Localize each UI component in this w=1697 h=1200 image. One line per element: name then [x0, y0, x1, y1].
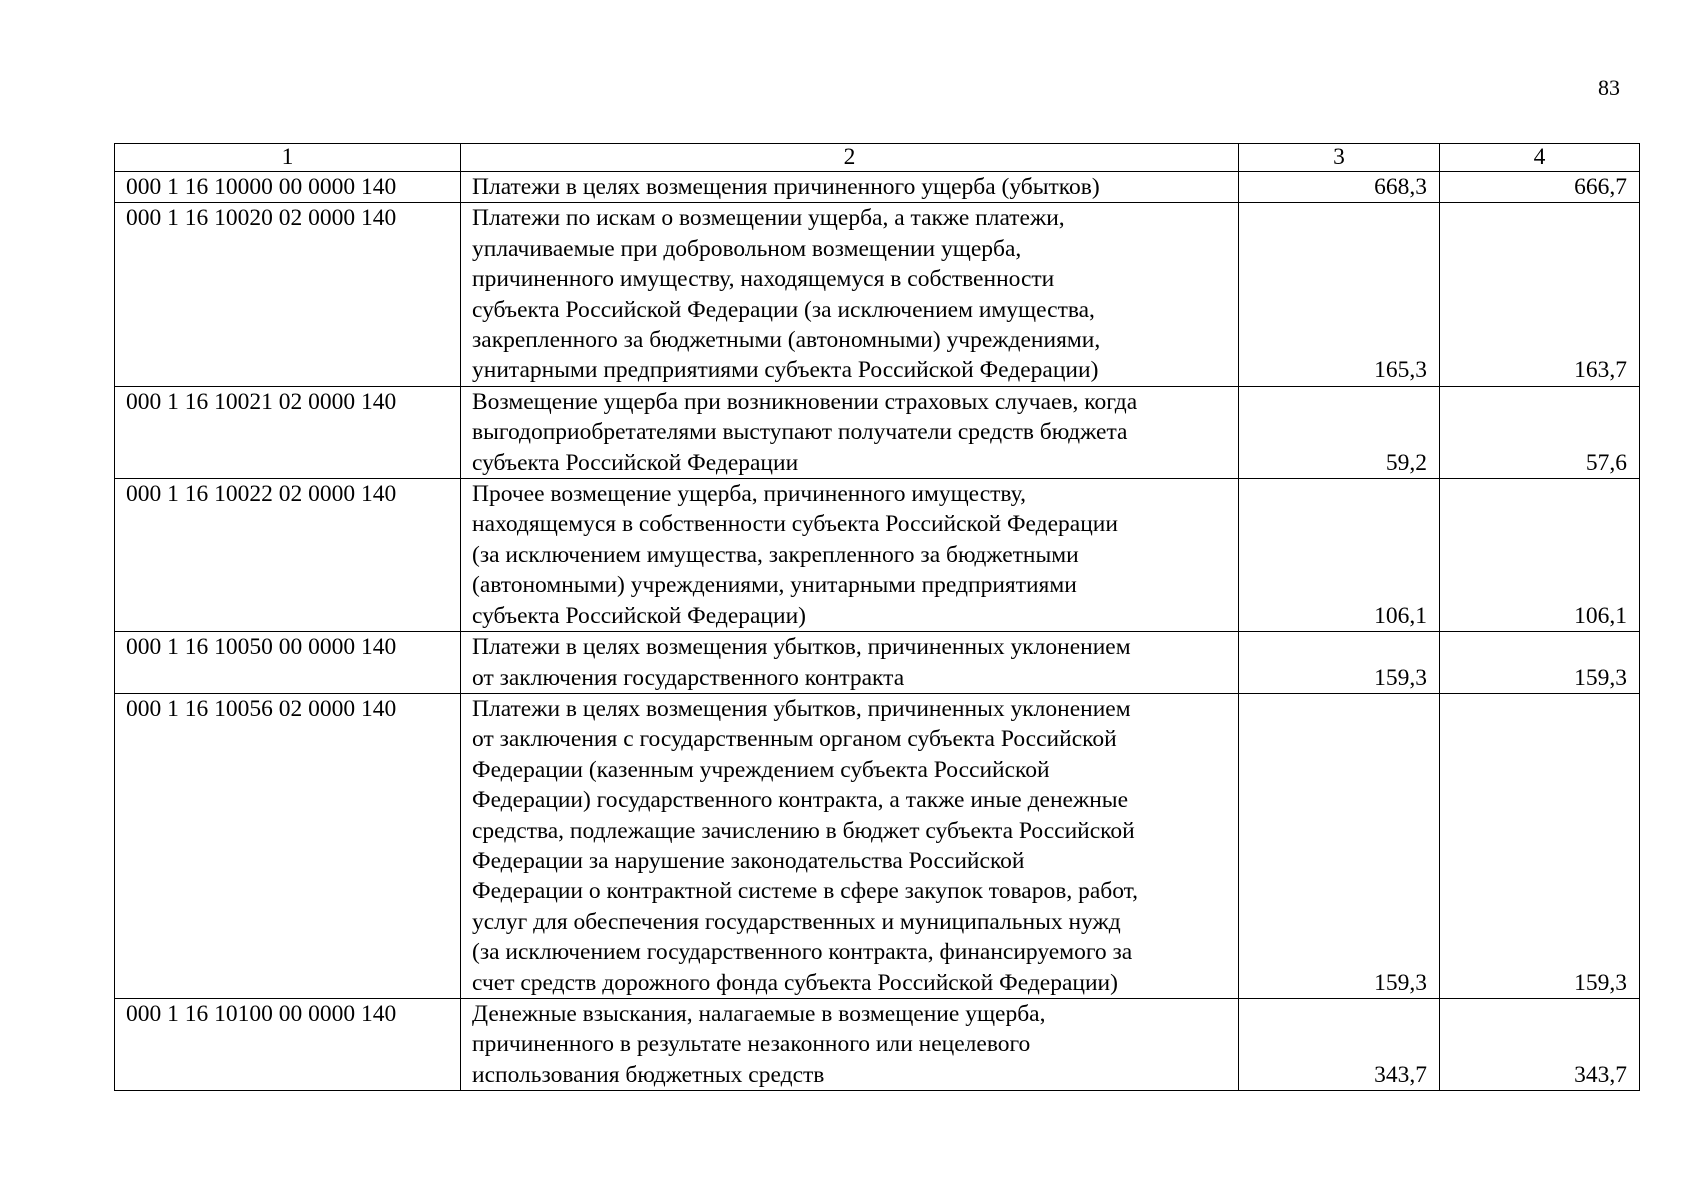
revenue-description [461, 479, 1239, 632]
description-line: уплачиваемые при добровольном возмещении ущерба, [472, 235, 1022, 262]
revenue-code: 000 1 16 10000 00 0000 140 [115, 172, 461, 203]
table-row [115, 693, 1640, 998]
description-line: услуг для обеспечения государственных и муниципальных нужд [472, 908, 1121, 935]
table-row [115, 632, 1640, 694]
description-line: Платежи по искам о возмещении ущерба, а также платежи, [472, 205, 1065, 232]
description-line: Федерации за нарушение законодательства Российской [472, 847, 1025, 874]
amount-col4: 163,7 [1440, 203, 1640, 386]
description-line: средства, подлежащие зачислению в бюджет субъекта Российской [472, 817, 1135, 844]
description-line: Федерации (казенным учреждением субъекта Российской [472, 756, 1050, 783]
amount-col3: 159,3 [1239, 693, 1440, 998]
description-line: использования бюджетных средств [472, 1061, 825, 1088]
amount-col4: 159,3 [1440, 693, 1640, 998]
amount-col3: 343,7 [1239, 998, 1440, 1090]
description-line: субъекта Российской Федерации (за исключением имущества, [472, 296, 1095, 323]
amount-col4: 343,7 [1440, 998, 1640, 1090]
amount-col3: 668,3 [1239, 172, 1440, 203]
amount-col3: 159,3 [1239, 632, 1440, 694]
description-line: выгодоприобретателями выступают получатели средств бюджета [472, 419, 1128, 446]
description-line: (за исключением имущества, закрепленного за бюджетными [472, 541, 1079, 568]
revenue-code: 000 1 16 10022 02 0000 140 [115, 479, 461, 632]
column-header-2: 2 [461, 144, 1239, 172]
revenue-code: 000 1 16 10050 00 0000 140 [115, 632, 461, 694]
table-row [115, 386, 1640, 478]
revenue-description [461, 998, 1239, 1090]
revenue-description [461, 693, 1239, 998]
description-line: причиненного в результате незаконного или нецелевого [472, 1031, 1031, 1058]
revenue-description [461, 203, 1239, 386]
amount-col4: 57,6 [1440, 386, 1640, 478]
amount-col4: 106,1 [1440, 479, 1640, 632]
description-line: субъекта Российской Федерации) [472, 602, 806, 629]
description-line: Платежи в целях возмещения убытков, причиненных уклонением [472, 634, 1131, 661]
amount-col3: 106,1 [1239, 479, 1440, 632]
amount-col3: 165,3 [1239, 203, 1440, 386]
description-line: Прочее возмещение ущерба, причиненного имуществу, [472, 481, 1026, 508]
amount-col4: 666,7 [1440, 172, 1640, 203]
description-line: счет средств дорожного фонда субъекта Российской Федерации) [472, 969, 1118, 996]
description-line: Федерации о контрактной системе в сфере закупок товаров, работ, [472, 878, 1139, 905]
description-line: (автономными) учреждениями, унитарными предприятиями [472, 572, 1077, 599]
table-row [115, 479, 1640, 632]
description-line: находящемуся в собственности субъекта Российской Федерации [472, 511, 1118, 538]
amount-col3: 59,2 [1239, 386, 1440, 478]
table-row [115, 203, 1640, 386]
revenue-code: 000 1 16 10021 02 0000 140 [115, 386, 461, 478]
description-line: закрепленного за бюджетными (автономными) учреждениями, [472, 327, 1101, 354]
column-header-1: 1 [115, 144, 461, 172]
revenue-code: 000 1 16 10020 02 0000 140 [115, 203, 461, 386]
column-header-3: 3 [1239, 144, 1440, 172]
description-line: (за исключением государственного контракта, финансируемого за [472, 939, 1133, 966]
table-header-row [115, 144, 1640, 172]
description-line: Федерации) государственного контракта, а также иные денежные [472, 787, 1129, 814]
description-line: от заключения с государственным органом субъекта Российской [472, 726, 1117, 753]
column-header-4: 4 [1440, 144, 1640, 172]
description-line: Денежные взыскания, налагаемые в возмещение ущерба, [472, 1000, 1046, 1027]
description-line: Платежи в целях возмещения причиненного ущерба (убытков) [472, 174, 1100, 200]
description-line: субъекта Российской Федерации [472, 449, 799, 476]
revenue-description [461, 172, 1239, 203]
revenue-code: 000 1 16 10100 00 0000 140 [115, 998, 461, 1090]
budget-revenue-table [114, 143, 1640, 1091]
description-line: причиненного имуществу, находящемуся в собственности [472, 266, 1055, 293]
description-line: Возмещение ущерба при возникновении страховых случаев, когда [472, 388, 1138, 415]
revenue-code: 000 1 16 10056 02 0000 140 [115, 693, 461, 998]
page-number: 83 [1598, 75, 1620, 100]
revenue-description [461, 386, 1239, 478]
amount-col4: 159,3 [1440, 632, 1640, 694]
table-row [115, 998, 1640, 1090]
table-row [115, 172, 1640, 203]
description-line: Платежи в целях возмещения убытков, причиненных уклонением [472, 695, 1131, 722]
description-line: от заключения государственного контракта [472, 664, 905, 691]
revenue-description [461, 632, 1239, 694]
description-line: унитарными предприятиями субъекта Российской Федерации) [472, 357, 1099, 384]
